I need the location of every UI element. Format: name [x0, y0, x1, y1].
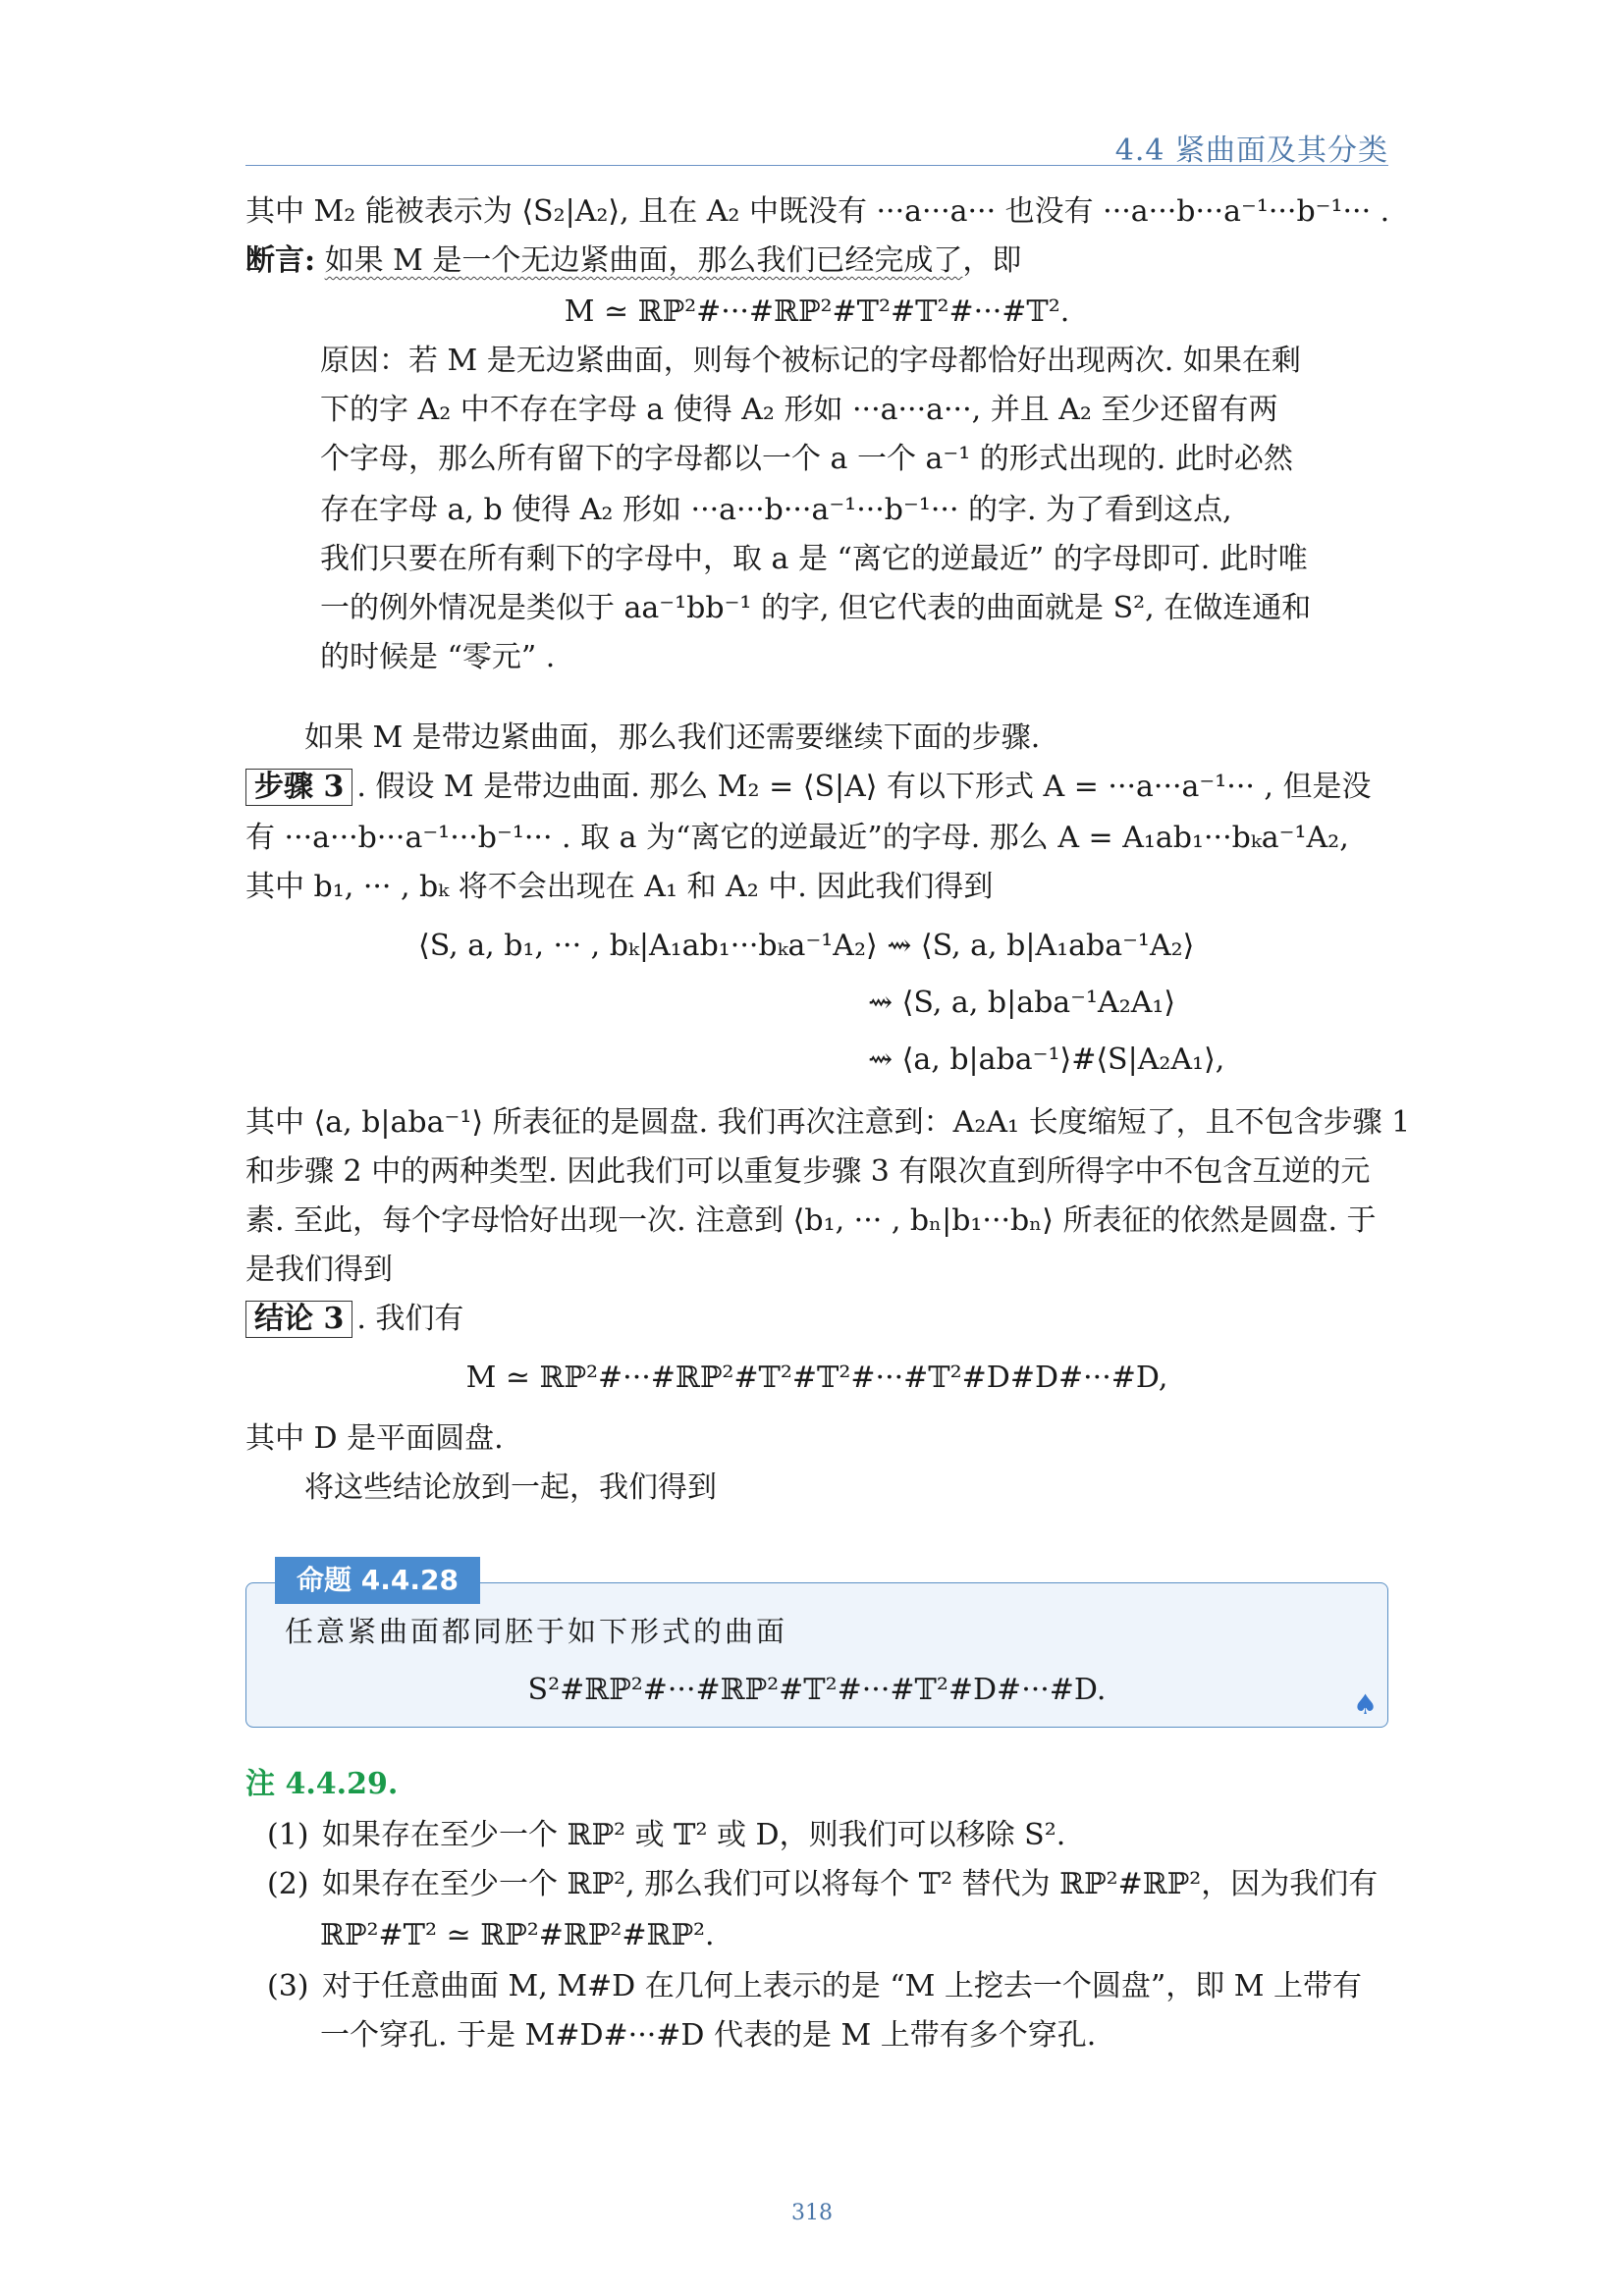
step3-line-1	[245, 768, 1372, 807]
reason-line-6: 一的例外情况是类似于 aa⁻¹bb⁻¹ 的字, 但它代表的曲面就是 S², 在做连通和	[320, 591, 1312, 625]
spade-icon: ♠	[1353, 1688, 1379, 1721]
reason-line-7: 的时候是 “零元” .	[320, 640, 556, 674]
conclusion3-equation: M ≃ ℝℙ²#···#ℝℙ²#𝕋²#𝕋²#···#𝕋²#D#D#···#D,	[465, 1361, 1168, 1395]
proposition-equation: S²#ℝℙ²#···#ℝℙ²#𝕋²#···#𝕋²#D#···#D.	[527, 1673, 1107, 1707]
note-item-number: (2)	[267, 1867, 309, 1901]
conclusion3-text: . 我们有	[356, 1302, 464, 1336]
running-head: 4.4 紧曲面及其分类	[1114, 133, 1388, 168]
note-title: 注 4.4.29.	[245, 1767, 399, 1801]
chain-equation-1: ⟨S, a, b₁, ··· , bₖ|A₁ab₁···bₖa⁻¹A₂⟩ ⇝ ⟨S, a, b|A₁aba⁻¹A₂⟩	[418, 929, 1195, 963]
conclusion3-line	[245, 1300, 463, 1339]
after-chain-line-3: 素. 至此，每个字母恰好出现一次. 注意到 ⟨b₁, ··· , bₙ|b₁···bₙ⟩ 所表征的依然是圆盘. 于	[245, 1203, 1377, 1238]
proposition-text: 任意紧曲面都同胚于如下形式的曲面	[285, 1615, 788, 1648]
reason-line-4: 存在字母 a, b 使得 A₂ 形如 ···a···b···a⁻¹···b⁻¹··· 的字. 为了看到这点,	[320, 493, 1232, 527]
claim-equation: M ≃ ℝℙ²#···#ℝℙ²#𝕋²#𝕋²#···#𝕋².	[564, 294, 1070, 329]
proposition-label: 命题 4.4.28	[275, 1557, 480, 1604]
note-item-3-line-2: 一个穿孔. 于是 M#D#···#D 代表的是 M 上带有多个穿孔.	[320, 2018, 1097, 2053]
note-item-2	[267, 1865, 1378, 1904]
chain-equation-3: ⇝ ⟨a, b|aba⁻¹⟩#⟨S|A₂A₁⟩,	[868, 1042, 1225, 1077]
claim-line	[245, 241, 1021, 281]
note-item-text: 如果存在至少一个 ℝℙ², 那么我们可以将每个 𝕋² 替代为 ℝℙ²#ℝℙ²，因为我们有	[322, 1867, 1379, 1901]
note-item-3	[267, 1967, 1362, 2006]
note-item-text: 如果存在至少一个 ℝℙ² 或 𝕋² 或 D，则我们可以移除 S².	[322, 1818, 1066, 1852]
put-together-line: 将这些结论放到一起，我们得到	[304, 1470, 717, 1505]
note-item-number: (1)	[267, 1818, 309, 1852]
chain-equation-2: ⇝ ⟨S, a, b|aba⁻¹A₂A₁⟩	[868, 986, 1176, 1020]
reason-line-3: 个字母，那么所有留下的字母都以一个 a 一个 a⁻¹ 的形式出现的. 此时必然	[320, 442, 1293, 476]
reason-line-2: 下的字 A₂ 中不存在字母 a 使得 A₂ 形如 ···a···a···, 并且 A₂ 至少还留有两	[320, 393, 1278, 427]
claim-text: 如果 M 是一个无边紧曲面，那么我们已经完成了	[324, 243, 963, 278]
note-item-number: (3)	[267, 1969, 309, 2003]
step3-label: 步骤 3	[245, 769, 352, 806]
step3-text-1: . 假设 M 是带边曲面. 那么 M₂ = ⟨S|A⟩ 有以下形式 A = ···a···a⁻¹··· , 但是没	[356, 770, 1372, 804]
note-item-text: 对于任意曲面 M, M#D 在几何上表示的是 “M 上挖去一个圆盘”，即 M 上带有	[322, 1969, 1363, 2003]
claim-tail: ，即	[962, 243, 1022, 278]
header-rule	[245, 165, 1388, 166]
intro-line: 其中 M₂ 能被表示为 ⟨S₂|A₂⟩, 且在 A₂ 中既没有 ···a···a··· 也没有 ···a···b···a⁻¹···b⁻¹··· .	[245, 194, 1390, 229]
page-number: 318	[791, 2201, 833, 2225]
note-item-1	[267, 1816, 1065, 1855]
step3-line-3: 其中 b₁, ··· , bₖ 将不会出现在 A₁ 和 A₂ 中. 因此我们得到	[245, 870, 994, 904]
after-chain-line-2: 和步骤 2 中的两种类型. 因此我们可以重复步骤 3 有限次直到所得字中不包含互逆的元	[245, 1154, 1371, 1189]
step3-line-2: 有 ···a···b···a⁻¹···b⁻¹··· . 取 a 为“离它的逆最近”的字母. 那么 A = A₁ab₁···bₖa⁻¹A₂,	[245, 821, 1349, 855]
after-chain-line-4: 是我们得到	[245, 1253, 393, 1287]
reason-line-1: 原因：若 M 是无边紧曲面，则每个被标记的字母都恰好出现两次. 如果在剩	[320, 344, 1301, 378]
after-chain-line-1: 其中 ⟨a, b|aba⁻¹⟩ 所表征的是圆盘. 我们再次注意到：A₂A₁ 长度缩短了，且不包含步骤 1	[245, 1105, 1411, 1140]
reason-line-5: 我们只要在所有剩下的字母中，取 a 是 “离它的逆最近” 的字母即可. 此时唯	[320, 542, 1308, 576]
note-item-2-line-2: ℝℙ²#𝕋² ≃ ℝℙ²#ℝℙ²#ℝℙ².	[320, 1918, 715, 1952]
where-d-line: 其中 D 是平面圆盘.	[245, 1421, 504, 1456]
claim-label: 断言:	[245, 243, 316, 278]
boundary-line: 如果 M 是带边紧曲面，那么我们还需要继续下面的步骤.	[304, 721, 1041, 755]
conclusion3-label: 结论 3	[245, 1301, 352, 1338]
